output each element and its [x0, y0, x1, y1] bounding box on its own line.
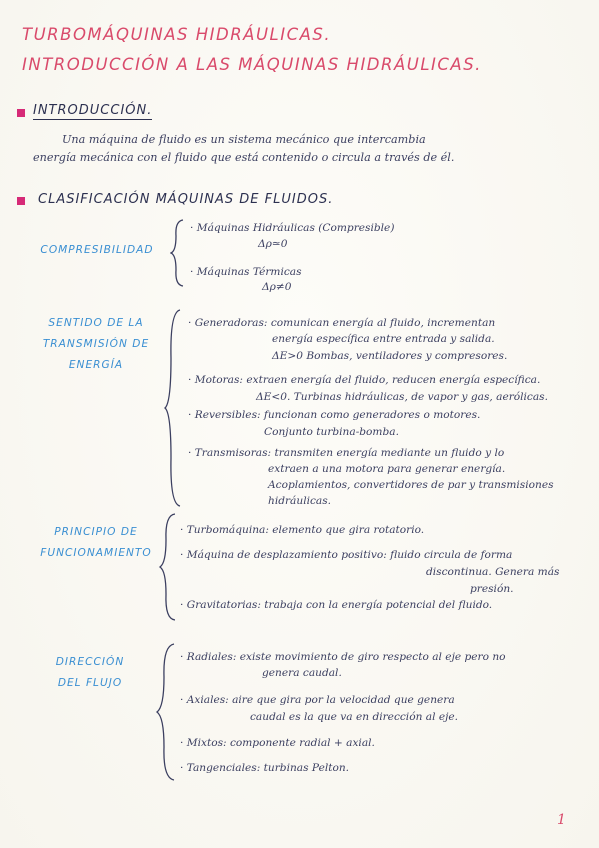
- list-item-subline: Conjunto turbina-bomba.: [264, 426, 399, 438]
- list-item: · Máquinas Térmicas: [190, 266, 302, 278]
- intro-text-line1: Una máquina de fluido es un sistema mecánico que intercambia: [62, 133, 426, 146]
- list-item-subline: ΔE<0. Turbinas hidráulicas, de vapor y gas, aerólicas.: [256, 391, 548, 403]
- list-item-subline: genera caudal.: [262, 667, 342, 679]
- list-item: · Gravitatorias: trabaja con la energía potencial del fluido.: [180, 599, 493, 611]
- list-item: · Tangenciales: turbinas Pelton.: [180, 762, 350, 774]
- category-label-compresibilidad: [32, 240, 162, 261]
- curly-brace-icon: [163, 308, 183, 508]
- list-item-subline: caudal es la que va en dirección al eje.: [250, 711, 459, 723]
- list-item: · Máquinas Hidráulicas (Compresible): [190, 222, 395, 234]
- list-item-subline: presión.: [470, 583, 514, 595]
- list-item: · Generadoras: comunican energía al fluido, incrementan: [188, 317, 496, 329]
- list-item: · Máquina de desplazamiento positivo: fluido circula de forma: [180, 549, 513, 561]
- list-item-subline: extraen a una motora para generar energía.: [268, 463, 506, 475]
- list-item-subline: Δρ≠0: [262, 281, 292, 293]
- category-label-principio: PRINCIPIO DE FUNCIONAMIENTO: [40, 526, 152, 559]
- list-item-subline: hidráulicas.: [268, 495, 332, 507]
- list-item-subline: Acoplamientos, convertidores de par y transmisiones: [268, 479, 554, 491]
- intro-heading-text: INTRODUCCIÓN.: [33, 103, 153, 118]
- list-item: · Transmisoras: transmiten energía mediante un fluido y lo: [188, 447, 505, 459]
- list-item-subline: energía específica entre entrada y salida.: [272, 333, 495, 345]
- section-bullet-icon: [17, 109, 25, 117]
- curly-brace-icon: [158, 512, 178, 622]
- page-number: 1: [557, 812, 566, 828]
- section-bullet-icon: [17, 197, 25, 205]
- list-item-subline: discontinua. Genera más: [426, 566, 560, 578]
- curly-brace-icon: [170, 218, 186, 288]
- page-title-line1: TURBOMÁQUINAS HIDRÁULICAS.: [22, 25, 332, 44]
- list-item-subline: ΔE>0 Bombas, ventiladores y compresores.: [272, 350, 508, 362]
- list-item: · Axiales: aire que gira por la velocidad que genera: [180, 694, 455, 706]
- category-label-line: COMPRESIBILIDAD: [40, 244, 154, 256]
- list-item: · Mixtos: componente radial + axial.: [180, 737, 375, 749]
- list-item: · Reversibles: funcionan como generadores o motores.: [188, 409, 481, 421]
- category-label-direccion-flujo: DIRECCIÓN DEL FLUJO: [55, 656, 125, 689]
- page-title-line2: INTRODUCCIÓN A LAS MÁQUINAS HIDRÁULICAS.: [22, 55, 482, 74]
- classification-heading: CLASIFICACIÓN MÁQUINAS DE FLUIDOS.: [38, 192, 334, 207]
- intro-heading: [33, 103, 152, 118]
- list-item-subline: Δρ≃0: [258, 238, 288, 250]
- intro-text-line2: energía mecánica con el fluido que está contenido o circula a través de él.: [33, 151, 455, 164]
- list-item: · Turbomáquina: elemento que gira rotatorio.: [180, 524, 425, 536]
- list-item: · Radiales: existe movimiento de giro respecto al eje pero no: [180, 651, 506, 663]
- list-item: · Motoras: extraen energía del fluido, reducen energía específica.: [188, 374, 541, 386]
- curly-brace-icon: [155, 642, 177, 782]
- category-label-sentido-transmision: SENTIDO DE LA TRANSMISIÓN DE ENERGÍA: [42, 317, 150, 371]
